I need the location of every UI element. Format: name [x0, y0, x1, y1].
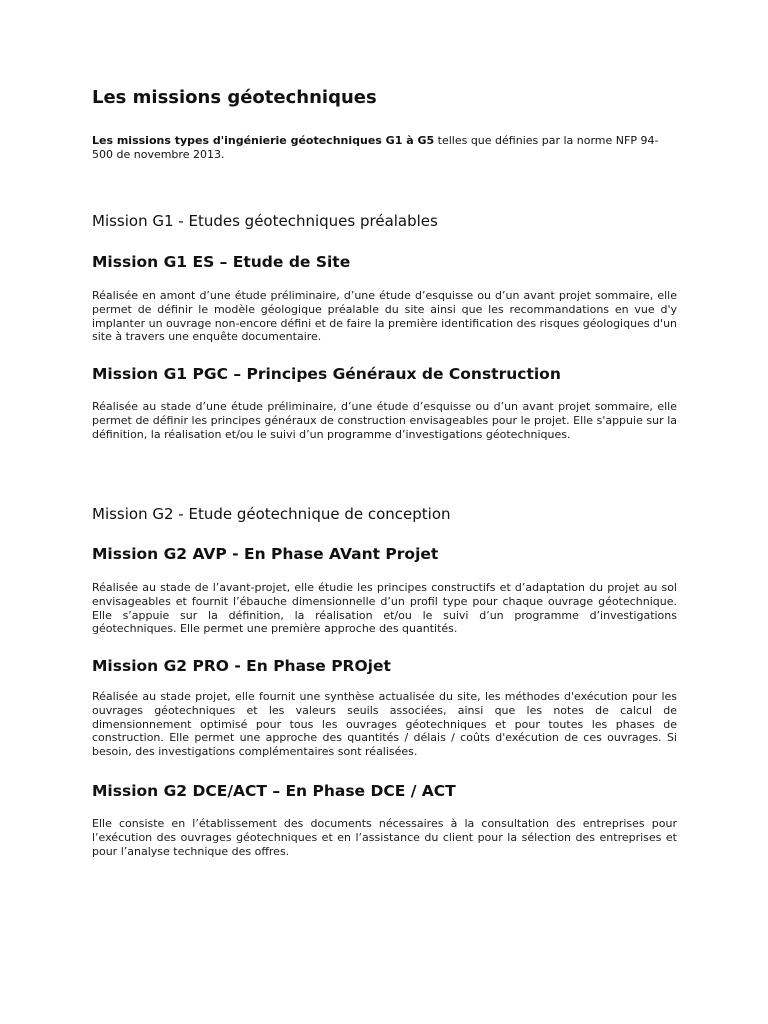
- mission-text-g1-pgc: Réalisée au stade d’une étude préliminaire, d’une étude d’esquisse ou d’un avant projet sommaire, elle permet de définir les principes généraux de construction envisageables pour le projet. Elle s'appuie sur la définition, la réalisation et/ou le suivi d’un programme d’investigations géotechniques.: [92, 400, 677, 441]
- mission-title-g2-dce-act: Mission G2 DCE/ACT – En Phase DCE / ACT: [92, 782, 456, 800]
- page-title: Les missions géotechniques: [92, 87, 377, 108]
- mission-title-g1-es: Mission G1 ES – Etude de Site: [92, 253, 351, 271]
- mission-text-g2-avp: Réalisée au stade de l’avant-projet, elle étudie les principes constructifs et d’adaptation du projet au sol envisageables et fournit l’ébauche dimensionnelle d’un profil type pour chaque ouvrage géotechnique. Elle s’appuie sur la définition, la réalisation et/ou le suivi d’un programme d’investigations géotechniques. Elle permet une première approche des quantités.: [92, 581, 677, 636]
- section-heading-g2: Mission G2 - Etude géotechnique de conception: [92, 505, 451, 523]
- mission-text-g2-dce-act: Elle consiste en l’établissement des documents nécessaires à la consultation des entreprises pour l’exécution des ouvrages géotechniques et en l’assistance du client pour la sélection des entreprises et pour l’analyse technique des offres.: [92, 817, 677, 858]
- intro-bold-text: Les missions types d'ingénierie géotechniques G1 à G5: [92, 134, 435, 147]
- mission-text-g2-pro: Réalisée au stade projet, elle fournit une synthèse actualisée du site, les méthodes d'exécution pour les ouvrages géotechniques et les valeurs seuils associées, ainsi que les notes de calcul de dimensionnement optimisé pour tous les ouvrages géotechniques et pour toutes les phases de construction. Elle permet une approche des quantités / délais / coûts d'exécution de ces ouvrages. Si besoin, des investigations complémentaires sont réalisées.: [92, 690, 677, 759]
- mission-title-g2-avp: Mission G2 AVP - En Phase AVant Projet: [92, 545, 439, 563]
- intro-rest-text: telles que définies par la norme NFP 94-500 de novembre 2013.: [92, 134, 659, 161]
- mission-title-g2-pro: Mission G2 PRO - En Phase PROjet: [92, 657, 391, 675]
- mission-title-g1-pgc: Mission G1 PGC – Principes Généraux de Construction: [92, 365, 561, 383]
- section-heading-g1: Mission G1 - Etudes géotechniques préalables: [92, 212, 438, 230]
- mission-text-g1-es: Réalisée en amont d’une étude préliminaire, d’une étude d’esquisse ou d’un avant projet sommaire, elle permet de définir le modèle géologique préalable du site ainsi que les recommandations en vue d'y implanter un ouvrage non-encore défini et de faire la première identification des risques géologiques d'un site à travers une enquête documentaire.: [92, 289, 678, 344]
- intro-paragraph: [92, 134, 677, 162]
